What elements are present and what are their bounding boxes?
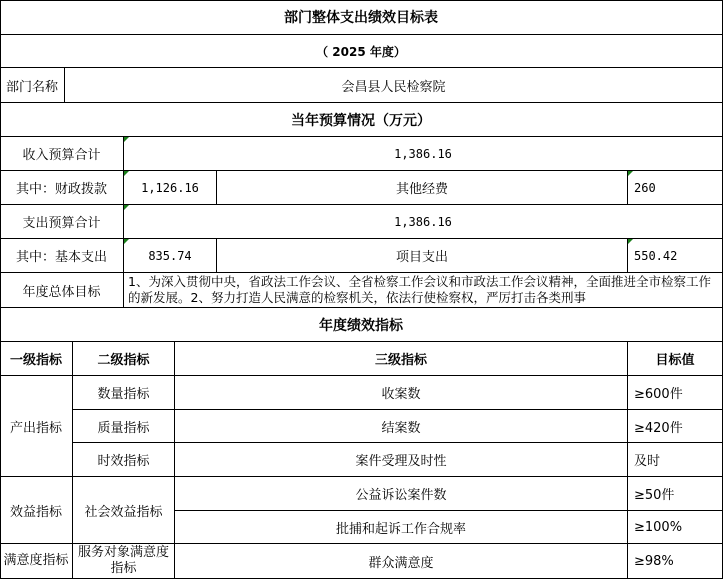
basic-expense-label: 其中：基本支出: [0, 239, 124, 273]
other-funds-label: 其他经费: [217, 171, 628, 205]
income-budget-value: 1,386.16: [124, 137, 723, 171]
level2-quantity: 数量指标: [73, 376, 175, 410]
header-level1: 一级指标: [0, 342, 73, 376]
annual-goal-text: 1、为深入贯彻中央，省政法工作会议、全省检察工作会议和市政法工作会议精神，全面推进全市检察工作的新发展。2、努力打造人民满意的检察机关，依法行使检察权，严厉打击各类刑事: [124, 273, 723, 308]
header-target: 目标值: [628, 342, 723, 376]
target-value: ≥98%: [628, 544, 723, 579]
header-level2: 二级指标: [73, 342, 175, 376]
level1-satisfaction: 满意度指标: [0, 544, 73, 579]
performance-section-title: 年度绩效指标: [0, 308, 723, 342]
target-value: ≥100%: [628, 511, 723, 544]
level3-row: 批捕和起诉工作合规率: [175, 511, 628, 544]
level2-social-benefit: 社会效益指标: [73, 477, 175, 544]
dept-label: 部门名称: [0, 68, 65, 103]
level3-row: 结案数: [175, 410, 628, 443]
level1-benefit: 效益指标: [0, 477, 73, 544]
income-budget-label: 收入预算合计: [0, 137, 124, 171]
level3-row: 公益诉讼案件数: [175, 477, 628, 511]
expense-budget-label: 支出预算合计: [0, 205, 124, 239]
level3-row: 案件受理及时性: [175, 443, 628, 477]
fiscal-allocation-label: 其中：财政拨款: [0, 171, 124, 205]
level1-output: 产出指标: [0, 376, 73, 477]
level2-timeliness: 时效指标: [73, 443, 175, 477]
target-value: ≥600件: [628, 376, 723, 410]
target-value: ≥50件: [628, 477, 723, 511]
project-expense-label: 项目支出: [217, 239, 628, 273]
header-level3: 三级指标: [175, 342, 628, 376]
table-title: 部门整体支出绩效目标表: [0, 0, 723, 35]
level3-row: 收案数: [175, 376, 628, 410]
project-expense-value: 550.42: [628, 239, 723, 273]
target-value: ≥420件: [628, 410, 723, 443]
budget-section-title: 当年预算情况（万元）: [0, 103, 723, 137]
level2-service-satisfaction: 服务对象满意度指标: [73, 544, 175, 579]
year-label: （ 2025 年度）: [0, 35, 723, 68]
expense-budget-value: 1,386.16: [124, 205, 723, 239]
other-funds-value: 260: [628, 171, 723, 205]
level2-quality: 质量指标: [73, 410, 175, 443]
dept-value: 会昌县人民检察院: [65, 68, 723, 103]
fiscal-allocation-value: 1,126.16: [124, 171, 217, 205]
annual-goal-label: 年度总体目标: [0, 273, 124, 308]
target-value: 及时: [628, 443, 723, 477]
level3-row: 群众满意度: [175, 544, 628, 579]
basic-expense-value: 835.74: [124, 239, 217, 273]
